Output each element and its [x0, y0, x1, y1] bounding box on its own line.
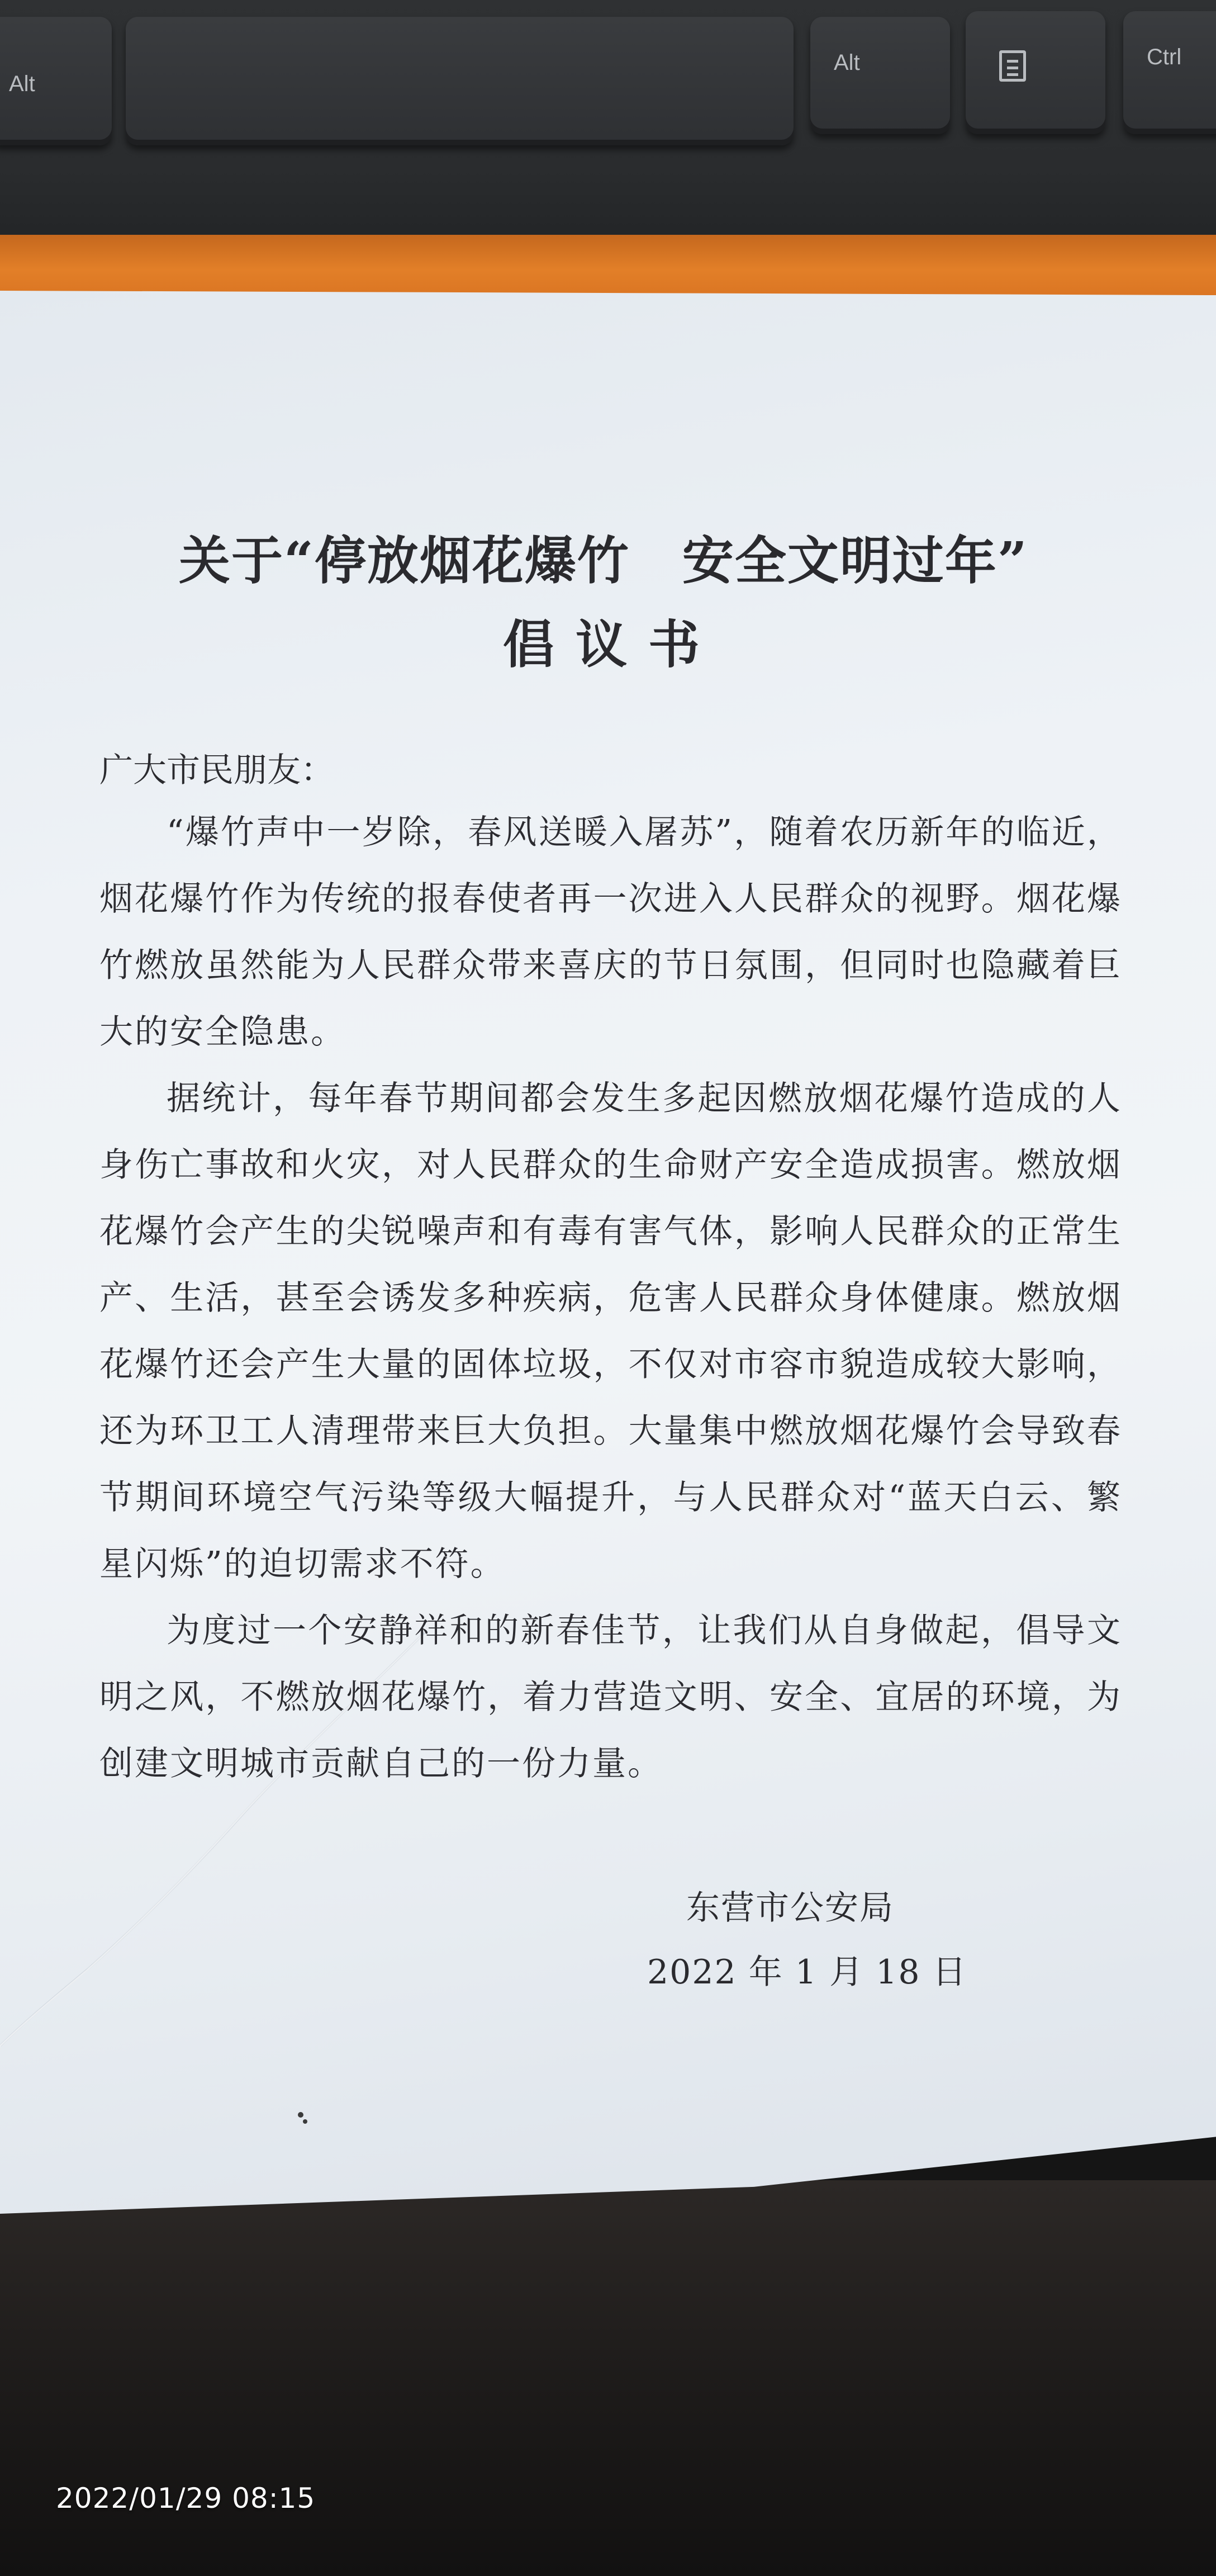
- paper-speck: [296, 2110, 311, 2127]
- ctrl-key: [1123, 11, 1216, 134]
- document-title-line1: 关于“停放烟花爆竹 安全文明过年”: [179, 531, 1028, 591]
- document-date: 2022 年 1 月 18 日: [647, 1953, 967, 1992]
- document-body: [99, 799, 1122, 1797]
- dark-floor: [0, 2180, 1216, 2576]
- alt-key-left-label: Alt: [9, 72, 35, 96]
- keyboard: [0, 0, 1216, 240]
- body-paragraph-1: “爆竹声中一岁除，春风送暖入屠苏”，随着农历新年的临近，烟花爆竹作为传统的报春使者再一次进入人民群众的视野。烟花爆竹燃放虽然能为人民群众带来喜庆的节日氛围，但同时也隐藏着巨大的安全隐患。: [99, 813, 1122, 1052]
- document-salutation: 广大市民朋友：: [99, 751, 334, 790]
- body-paragraph-2: 据统计，每年春节期间都会发生多起因燃放烟花爆竹造成的人身伤亡事故和火灾，对人民群众的生命财产安全造成损害。燃放烟花爆竹会产生的尖锐噪声和有毒有害气体，影响人民群众的正常生产、生活，甚至会诱发多种疾病，危害人民群众身体健康。燃放烟花爆竹还会产生大量的固体垃圾，不仅对市容市貌造成较大影响，还为环卫工人清理带来巨大负担。大量集中燃放烟花爆竹会导致春节期间环境空气污染等级大幅提升，与人民群众对“蓝天白云、繁星闪烁”的迫切需求不符。: [99, 1079, 1122, 1584]
- document-signer: 东营市公安局: [686, 1888, 894, 1928]
- menu-key: [966, 11, 1105, 134]
- alt-key-right: [810, 17, 950, 134]
- document-title-line2: 倡议书: [503, 614, 721, 675]
- photo-timestamp: 2022/01/29 08:15: [56, 2482, 316, 2515]
- alt-key-right-label: Alt: [834, 50, 860, 75]
- alt-key-left: [0, 17, 112, 145]
- body-paragraph-3: 为度过一个安静祥和的新春佳节，让我们从自身做起，倡导文明之风，不燃放烟花爆竹，着力营造文明、安全、宜居的环境，为创建文明城市贡献自己的一份力量。: [99, 1611, 1122, 1783]
- space-bar: [126, 17, 794, 145]
- menu-key-icon: [999, 50, 1026, 82]
- ctrl-key-label: Ctrl: [1147, 45, 1182, 69]
